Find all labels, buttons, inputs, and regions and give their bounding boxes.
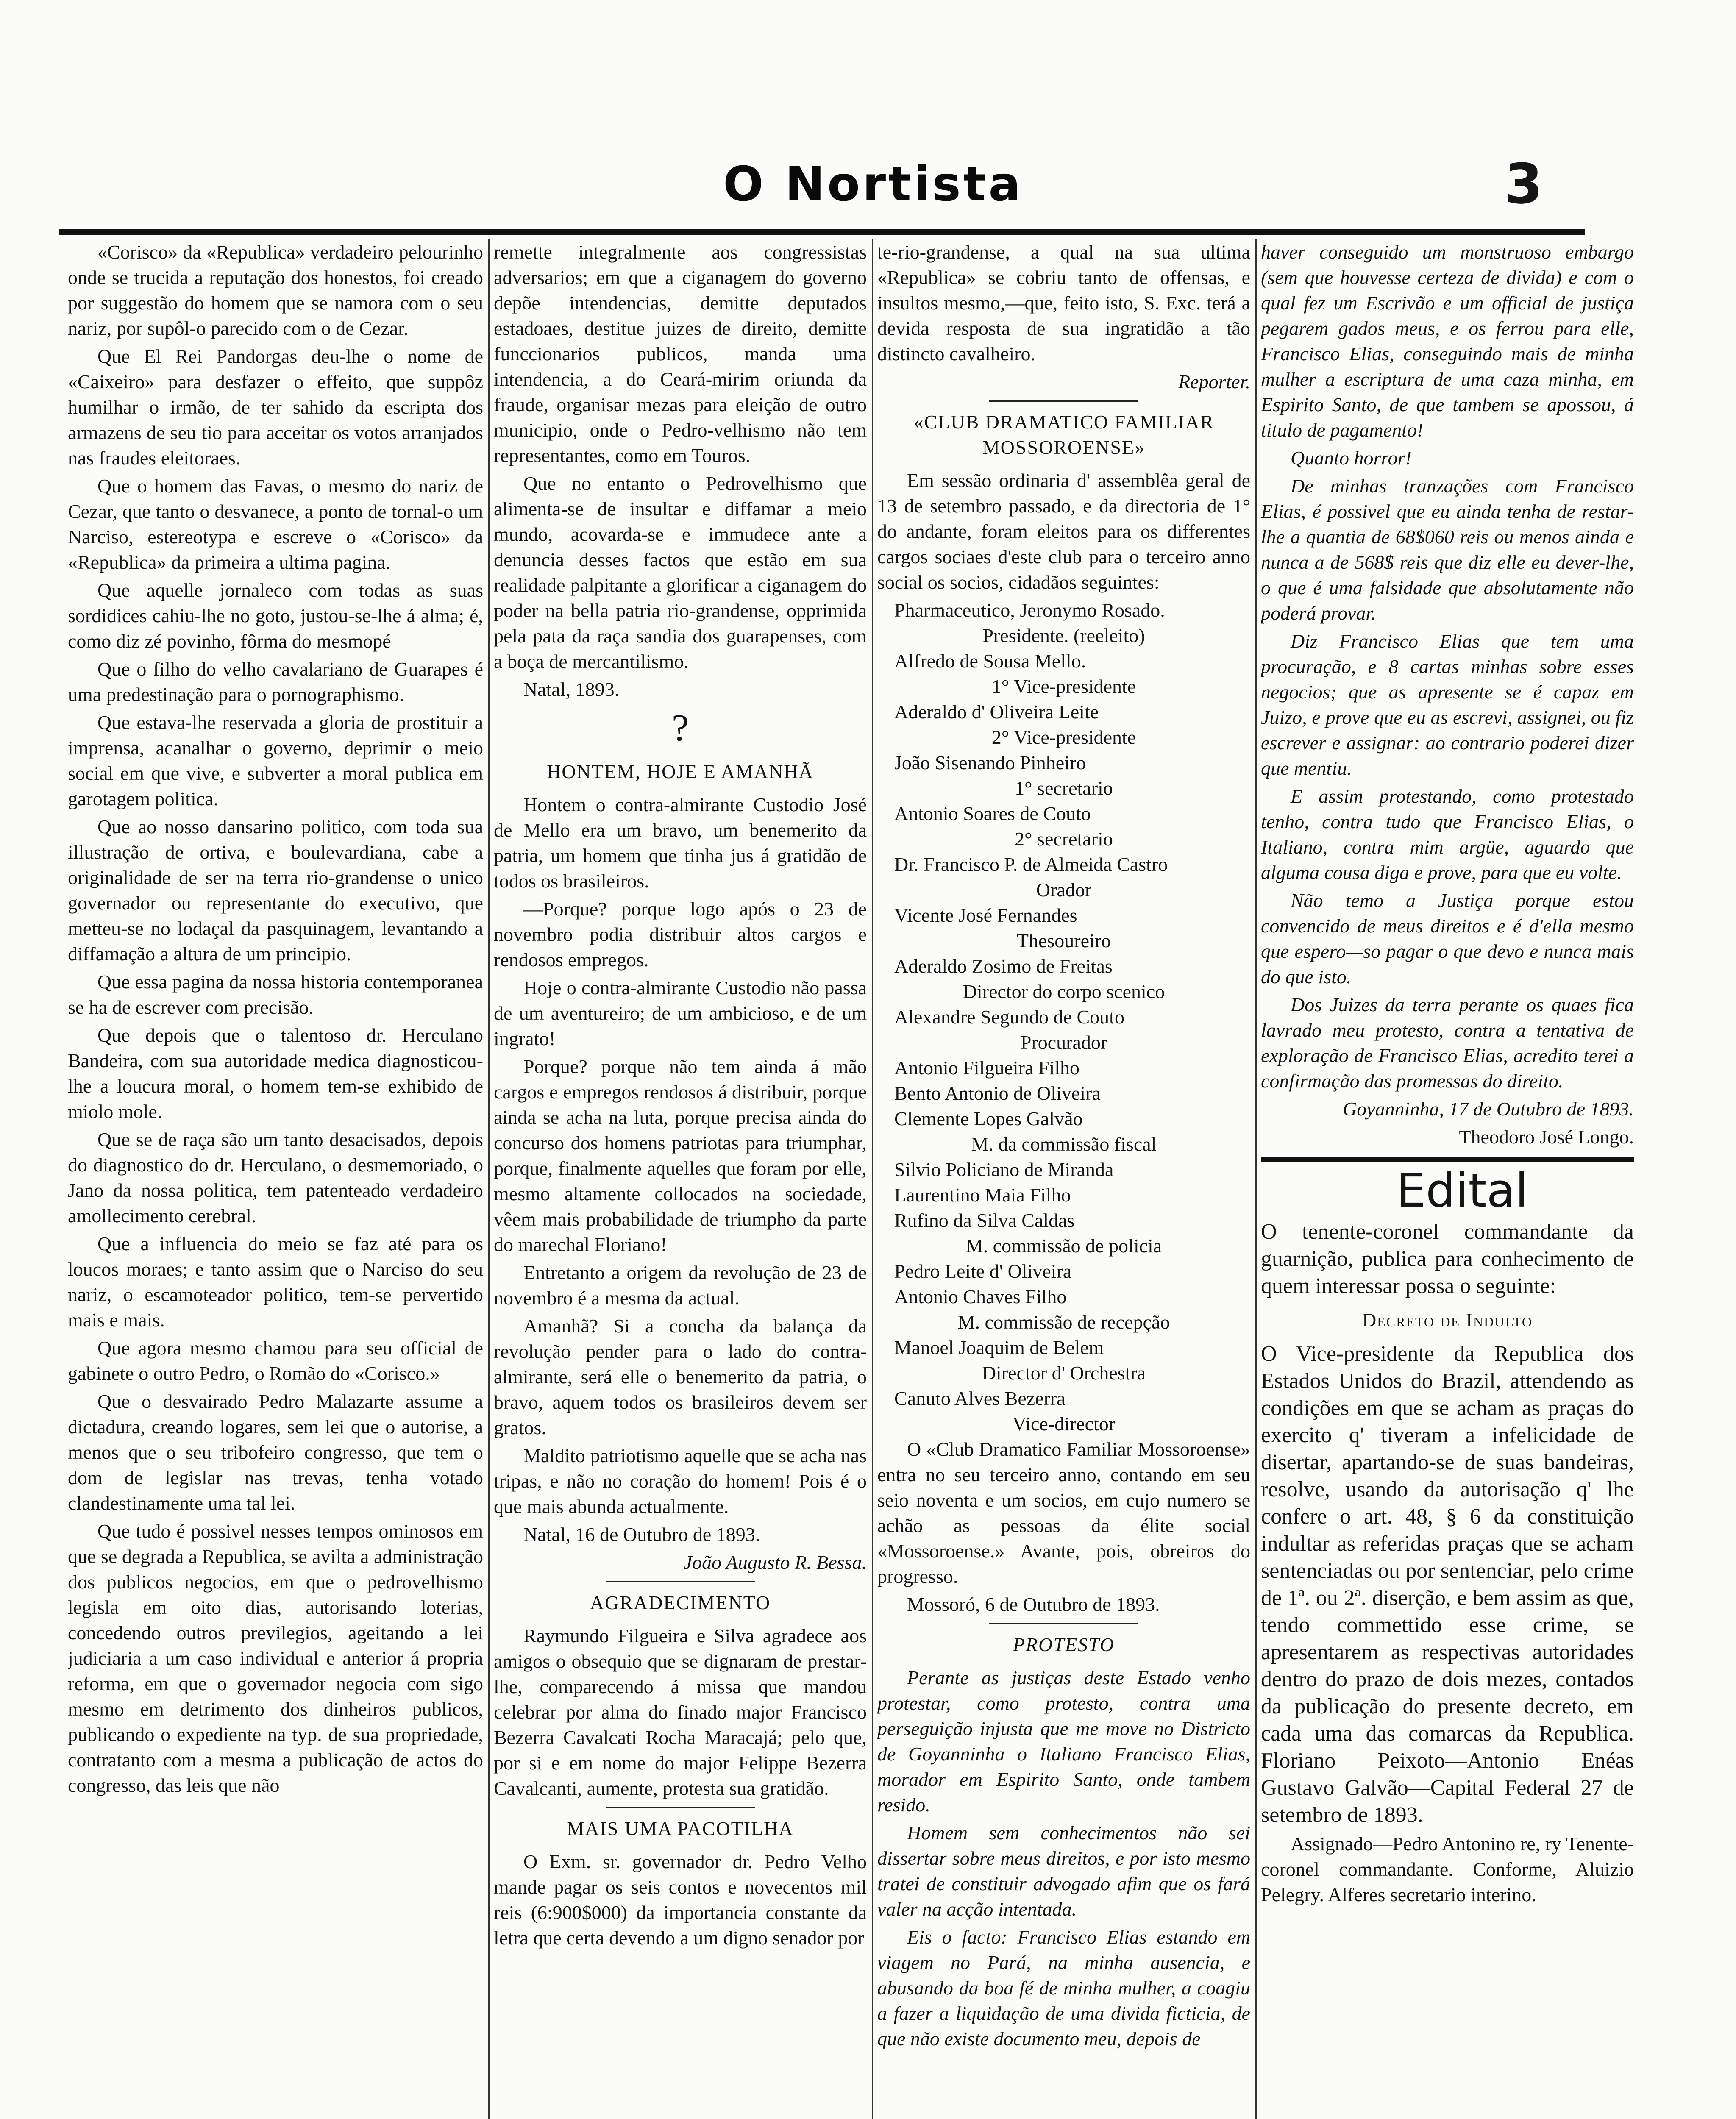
- member-role: 2° Vice-presidente: [991, 726, 1136, 748]
- handwritten-mark: ?: [672, 707, 689, 749]
- newspaper-title: O Nortista: [723, 157, 1023, 212]
- masthead: [0, 152, 1736, 225]
- member-role: M. da commissão fiscal: [971, 1133, 1157, 1155]
- article-title: AGRADECIMENTO: [590, 1592, 771, 1613]
- member-role: Director d' Orchestra: [982, 1362, 1146, 1384]
- paragraph: Porque? porque não tem ainda á mão cargos e empregos rendosos á distribuir, porque ainda se acha na luta, porque precisa ainda do concurso dos homens patriotas para triumphar, porque, finalmente aquelles que foram por elle, mesmo altamente collocados na sociedade, vêem mais probabilidade de triumpho da parte do marechal Floriano!: [494, 1056, 867, 1255]
- column-3: [877, 239, 1250, 2119]
- paragraph: O «Club Dramatico Familiar Mossoroense» entra no seu terceiro anno, contando em seu seio noventa e um socios, em cujo numero se achão as pessoas da élite social «Mossoroense.» Avante, pois, obreiros do progresso.: [877, 1438, 1250, 1587]
- column-1: [68, 239, 483, 2119]
- paragraph: Que tudo é possivel nesses tempos ominosos em que se degrada a Republica, se avilta a administração dos publicos negocios, em que o pedrovelhismo legisla em oito dias, autorisando loterias, concedendo outros previlegios, ageitando a lei judiciaria a um caso individual e anterior á propria reforma, em que o governador negocia com sigo mesmo em detrimento dos dinheiros publicos, publicando o expediente na typ. de sua propriedade, contratanto com a mesma a publicação de actos do congresso, das leis que não: [68, 1520, 483, 1796]
- member-name: Alfredo de Sousa Mello.: [894, 650, 1086, 672]
- member-name: Pedro Leite d' Oliveira: [894, 1260, 1072, 1282]
- member-name: João Sisenando Pinheiro: [894, 752, 1086, 773]
- separator: [606, 1807, 755, 1808]
- paragraph: Homem sem conhecimentos não sei dissertar sobre meus direitos, e por isto mesmo tratei de constituir advogado afim que os fará valer na acção intentada.: [877, 1822, 1250, 1920]
- paragraph: Maldito patriotismo aquelle que se acha nas tripas, e não no coração do homem! Pois é o que mais abunda actualmente.: [494, 1445, 867, 1517]
- member-name: Rufino da Silva Caldas: [894, 1210, 1075, 1231]
- paragraph: Não temo a Justiça porque estou convencido de meus direitos e é d'ella mesmo que espero—so pagar o que devo e nunca mais do que isto.: [1261, 890, 1634, 987]
- member-name: Antonio Soares de Couto: [894, 803, 1091, 824]
- paragraph: Que depois que o talentoso dr. Herculano Bandeira, com sua autoridade medica diagnosticou-lhe a loucura moral, o homem tem-se exhibido de miolo mole.: [68, 1024, 483, 1122]
- separator: [606, 1581, 755, 1582]
- column-divider: [1255, 239, 1257, 2119]
- member-name: Vicente José Fernandes: [894, 904, 1077, 926]
- member-role: 2° secretario: [1015, 828, 1113, 850]
- paragraph: Que El Rei Pandorgas deu-lhe o nome de «Caixeiro» para desfazer o effeito, que suppôz humilhar o irmão, de ter sahido da escripta dos armazens de seu tio para acceitar os votos arranjados nas fraudes eleitoraes.: [68, 345, 483, 469]
- column-divider: [872, 239, 873, 2119]
- edital-heading: Edital: [1396, 1163, 1528, 1218]
- member-role: Thesoureiro: [1016, 930, 1111, 951]
- member-name: Clemente Lopes Galvão: [894, 1108, 1083, 1129]
- member-name: Bento Antonio de Oliveira: [894, 1082, 1101, 1104]
- paragraph: Hontem o contra-almirante Custodio José de Mello era um bravo, um benemerito da patria, um homem que tinha jus á gratidão de todos os brasileiros.: [494, 794, 867, 892]
- paragraph: Dos Juizes da terra perante os quaes fica lavrado meu protesto, contra a tentativa de exploração de Francisco Elias, acredito terei a confirmação das promessas do direito.: [1261, 994, 1634, 1092]
- paragraph: De minhas tranzações com Francisco Elias, é possivel que eu ainda tenha de restar-lhe a quantia de 68$060 reis ou menos ainda e nunca a de 568$ reis que diz elle eu dever-lhe, o que é uma falsidade que absolutamente não poderá provar.: [1261, 475, 1634, 624]
- paragraph: Quanto horror!: [1291, 447, 1412, 469]
- paragraph: Perante as justiças deste Estado venho protestar, como protesto, contra uma perseguição injusta que me move no Districto de Goyanninha o Italiano Francisco Elias, morador em Espirito Santo, onde tambem resido.: [877, 1667, 1250, 1816]
- separator: [989, 1623, 1138, 1624]
- paragraph: O Exm. sr. governador dr. Pedro Velho mande pagar os seis contos e novecentos mil reis (6:900$000) da importancia constante da letra que certa devendo a um digno senador por: [494, 1851, 867, 1949]
- paragraph: Que essa pagina da nossa historia contemporanea se ha de escrever com precisão.: [68, 971, 483, 1018]
- member-role: M. commissão de policia: [965, 1235, 1162, 1257]
- signature: Reporter.: [1178, 371, 1250, 392]
- signature: João Augusto R. Bessa.: [683, 1552, 867, 1573]
- paragraph: Diz Francisco Elias que tem uma procuração, e 8 cartas minhas sobre esses negocios; que as apresente se é capaz em Juizo, e prove que eu as escrevi, assignei, ou fiz escrever e assignar: ao contrario poderei dizer que mentiu.: [1261, 630, 1634, 779]
- column-2: [494, 239, 867, 2119]
- column-4: [1261, 239, 1634, 2119]
- signature: Assignado—Pedro Antonino re, ry Tenente-coronel commandante. Conforme, Aluizio Pelegry. Alferes secretario interino.: [1261, 1833, 1634, 1905]
- paragraph: O Vice-presidente da Republica dos Estados Unidos do Brazil, attendendo as condições em que se acham as praças do exercito q' tiveram a infelicidade de disertar, apartando-se de suas bandeiras, resolve, usando da autorisação q' lhe confere o art. 48, § 6 da constituição indultar as referidas praças que se acham sentenciadas ou por sentenciar, pelo crime de 1ª. ou 2ª. diserção, e bem assim as que, tendo commettido esse crime, se apresentarem as respectivas autoridades dentro do prazo de dois mezes, contados da publicação do presente decreto, em cada uma das comarcas da Republica. Floriano Peixoto—Antonio Enéas Gustavo Galvão—Capital Federal 27 de setembro de 1893.: [1261, 1342, 1634, 1827]
- member-role: Director do corpo scenico: [963, 981, 1165, 1002]
- separator: [1261, 1157, 1634, 1162]
- article-title: PROTESTO: [1013, 1634, 1115, 1655]
- paragraph: O tenente-coronel commandante da guarnição, publica para conhecimento de quem interessar possa o seguinte:: [1261, 1220, 1634, 1298]
- dateline: Mossoró, 6 de Outubro de 1893.: [907, 1593, 1160, 1615]
- masthead-rule: [59, 229, 1585, 235]
- member-role: 1° secretario: [1015, 777, 1113, 799]
- page-number: 3: [1504, 152, 1543, 216]
- member-role: Presidente. (reeleito): [982, 625, 1145, 646]
- paragraph: Eis o facto: Francisco Elias estando em viagem no Pará, na minha ausencia, e abusando da boa fé de minha mulher, a coagiu a fazer a liquidação de uma divida ficticia, de que não existe documento meu, depois de: [877, 1926, 1250, 2049]
- paragraph: Que se de raça são um tanto desacisados, depois do diagnostico do dr. Herculano, o desmemoriado, o Jano da nossa politica, tem patenteado verdadeiro amollecimento cerebral.: [68, 1129, 483, 1226]
- member-role: Orador: [1036, 879, 1092, 901]
- member-name: Aderaldo d' Oliveira Leite: [894, 701, 1099, 723]
- member-name: Silvio Policiano de Miranda: [894, 1159, 1114, 1180]
- dateline: Goyanninha, 17 de Outubro de 1893.: [1343, 1098, 1634, 1120]
- paragraph: Que no entanto o Pedrovelhismo que alimenta-se de insultar e diffamar a meio mundo, acovarda-se e immudece ante a denuncia desses factos que estão em sua realidade palpitante a glorificar a ciganagem do poder na bella patria rio-grandense, opprimida pela pata da raça sandia dos guarapenses, com a boça de mercantilismo.: [494, 473, 867, 672]
- paragraph: —Porque? porque logo após o 23 de novembro podia distribuir altos cargos e rendosos empregos.: [494, 898, 867, 971]
- paragraph: Entretanto a origem da revolução de 23 de novembro é a mesma da actual.: [494, 1262, 867, 1309]
- member-name: Alexandre Segundo de Couto: [894, 1006, 1124, 1028]
- members-list: [877, 598, 1250, 1437]
- paragraph: E assim protestando, como protestado tenho, contra tudo que Francisco Elias, o Italiano, contra mim argüe, aguardo que alguma cousa diga e prove, para que eu volte.: [1261, 785, 1634, 883]
- member-role: Vice-director: [1012, 1413, 1116, 1435]
- member-role: M. commissão de recepção: [957, 1311, 1170, 1333]
- paragraph: Que estava-lhe reservada a gloria de prostituir a imprensa, acanalhar o governo, deprimir o meio social em que vive, e subverter a moral publica em garotagem politica.: [68, 712, 483, 809]
- member-name: Aderaldo Zosimo de Freitas: [894, 955, 1113, 977]
- paragraph: Que agora mesmo chamou para seu official de gabinete o outro Pedro, o Romão do «Corisco.»: [68, 1337, 483, 1384]
- article-title: «CLUB DRAMATICO FAMILIAR MOSSOROENSE»: [913, 411, 1214, 458]
- paragraph: haver conseguido um monstruoso embargo (sem que houvesse certeza de divida) e com o qual fez um Escrivão e um official de justiça pegarem gados meus, e os ferrou para elle, Francisco Elias, conseguindo mais de minha mulher a escriptura de uma caza minha, em Espirito Santo, de que tambem se apossou, á titulo de pagamento!: [1261, 241, 1634, 441]
- member-name: Antonio Filgueira Filho: [894, 1057, 1079, 1079]
- paragraph: Que a influencia do meio se faz até para os loucos moraes; e tanto assim que o Narciso do seu nariz, o escamoteador politico, tem-se pervertido mais e mais.: [68, 1233, 483, 1331]
- paragraph: Amanhã? Si a concha da balança da revolução pender para o lado do contra-almirante, será elle o benemerito da patria, o bravo, aquem todos os brasileiros devem ser gratos.: [494, 1315, 867, 1438]
- member-role: Procurador: [1020, 1032, 1107, 1053]
- paragraph: Hoje o contra-almirante Custodio não passa de um aventureiro; de um ambicioso, e de um ingrato!: [494, 977, 867, 1049]
- paragraph: Que o desvairado Pedro Malazarte assume a dictadura, creando logares, sem lei que o autorise, a menos que o seu tribofeiro congresso, que tem o dom de legislar nas trevas, tenha votado clandestinamente uma tal lei.: [68, 1390, 483, 1514]
- paragraph: Que o homem das Favas, o mesmo do nariz de Cezar, que tanto o desvanece, a ponto de tornal-o um Narciso, estereotypa e escreve o «Corisco» da «Republica» da primeira a ultima pagina.: [68, 475, 483, 573]
- member-name: Pharmaceutico, Jeronymo Rosado.: [894, 599, 1165, 621]
- paragraph: «Corisco» da «Republica» verdadeiro pelourinho onde se trucida a reputação dos honestos, foi creado por suggestão do homem que se namora com o seu nariz, por supôl-o parecido com o de Cezar.: [68, 241, 483, 339]
- paragraph: remette integralmente aos congressistas adversarios; em que a ciganagem do governo depõe intendencias, demitte deputados estadoaes, destitue juizes de direito, demitte funccionarios publicos, manda uma intendencia, a do Ceará-mirim oriunda da fraude, organisar mezas para eleição de outro municipio, onde o Pedro-velhismo não tem representantes, como em Touros.: [494, 241, 867, 466]
- paragraph: Que ao nosso dansarino politico, com toda sua illustração de ortiva, e boulevardiana, cabe a originalidade de ser na terra rio-grandense o unico governador ou representante do executivo, que metteu-se no lodaçal da pasquinagem, levantando a diffamação a altura de um principio.: [68, 816, 483, 965]
- paragraph: Que aquelle jornaleco com todas as suas sordidices cahiu-lhe no goto, justou-se-lhe á alma; é, como diz zé povinho, fôrma do mesmopé: [68, 579, 483, 652]
- member-name: Laurentino Maia Filho: [894, 1184, 1071, 1206]
- dateline: Natal, 16 de Outubro de 1893.: [523, 1524, 760, 1545]
- member-name: Dr. Francisco P. de Almeida Castro: [894, 854, 1168, 875]
- decree-title: Decreto de Indulto: [1362, 1309, 1533, 1331]
- dateline: Natal, 1893.: [523, 679, 620, 700]
- member-role: 1° Vice-presidente: [991, 676, 1136, 697]
- article-title: MAIS UMA PACOTILHA: [567, 1818, 794, 1839]
- signature: Theodoro José Longo.: [1459, 1126, 1634, 1148]
- column-divider: [488, 239, 490, 2119]
- paragraph: Raymundo Filgueira e Silva agradece aos amigos o obsequio que se dignaram de prestar-lhe, comparecendo á missa que mandou celebrar por alma do finado major Francisco Bezerra Cavalcati Rocha Maracajá; pelo que, por si e em nome do major Felippe Bezerra Cavalcanti, aumente, protesta sua gratidão.: [494, 1625, 867, 1799]
- paragraph: Em sessão ordinaria d' assemblêa geral de 13 de setembro passado, e da directoria de 1° do andante, foram eleitos para os differentes cargos sociaes d'este club para o terceiro anno social os socios, cidadãos seguintes:: [877, 470, 1250, 593]
- paragraph: Que o filho do velho cavalariano de Guarapes é uma predestinação para o pornographismo.: [68, 658, 483, 705]
- article-title: HONTEM, HOJE E AMANHÃ: [547, 761, 814, 782]
- paragraph: te-rio-grandense, a qual na sua ultima «Republica» se cobriu tanto de offensas, e insultos mesmo,—que, feito isto, S. Exc. terá a devida resposta de sua ingratidão a tão distincto cavalheiro.: [877, 241, 1250, 364]
- member-name: Manoel Joaquim de Belem: [894, 1337, 1104, 1358]
- member-name: Antonio Chaves Filho: [894, 1286, 1067, 1307]
- member-name: Canuto Alves Bezerra: [894, 1388, 1066, 1409]
- separator: [989, 400, 1138, 402]
